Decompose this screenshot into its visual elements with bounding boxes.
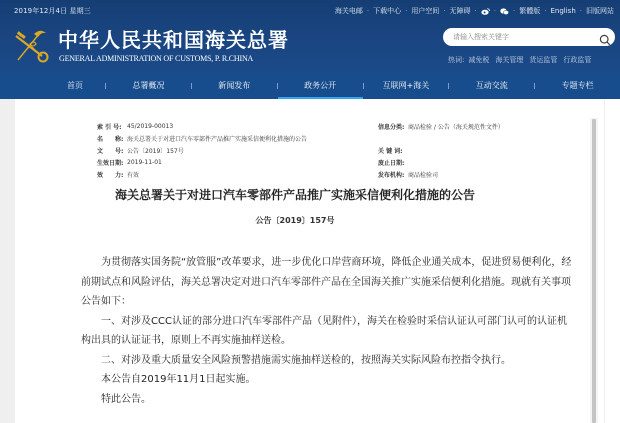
main-nav [0,72,620,99]
meta-row-name [97,132,307,144]
nav-item-overview[interactable]: 总署概况 [132,81,165,90]
meta-label: 文 号: [97,147,124,155]
nav-item-internet-customs[interactable]: 互联网+海关 [382,81,430,90]
hotword-link[interactable]: 减免税 [468,56,490,64]
meta-row-index [97,120,307,132]
link-english[interactable]: English [550,7,576,15]
meta-row-doc-number [97,144,307,156]
link-download-center[interactable]: 下载中心 [373,7,402,15]
body-paragraph: 为贯彻落实国务院“放管服”改革要求，进一步优化口岸营商环境，降低企业通关成本，促进贸易便利化，经前期试点和风险评估，海关总署决定对进口汽车零部件产品在全国海关推广实施采信便利化措施。现就有关事项公告如下： [81,257,572,307]
nav-item-home[interactable]: 首页 [67,81,84,90]
link-customs-mail[interactable]: 海关电邮 [334,7,363,15]
right-margin [604,99,620,423]
link-old-site[interactable]: 旧版网站 [586,7,614,15]
scrollbar-thumb[interactable] [592,119,596,423]
separator-dot: · [513,7,516,15]
hotword-link[interactable]: 行政监管 [563,56,592,64]
meta-label: 关 键 词: [378,147,403,155]
hot-keywords-label: 热词: [448,56,465,64]
meta-value: 商品检验 / 公告（海关规范性文件） [408,123,504,131]
meta-label: 生效日期: [97,159,124,167]
meta-value: 45/2019-00013 [127,122,174,130]
meta-label: 效 力: [97,171,124,179]
link-accessibility[interactable]: 无障碍 [449,7,471,15]
meta-row-category [378,120,504,132]
meta-label: 名 称: [97,135,124,143]
link-user-space[interactable]: 用户空间 [411,7,440,15]
search-input[interactable] [453,31,593,43]
wechat-icon[interactable] [500,8,509,15]
meta-row-blank [378,132,504,144]
document-title: 海关总署关于对进口汽车零部件产品推广实施采信便利化措施的公告 [114,188,475,202]
nav-item-interaction[interactable]: 互动交流 [475,81,508,90]
customs-emblem-logo-icon[interactable] [12,26,52,64]
meta-row-effective-date [97,156,307,168]
separator-dot: · [405,7,408,15]
meta-row-repeal-date [378,156,504,168]
hot-keywords [448,55,591,65]
site-title-english: GENERAL ADMINISTRATION OF CUSTOMS, P. R.CHINA [59,54,254,63]
search-box [443,28,615,46]
document-number: 公告〔2019〕157号 [255,216,335,225]
separator-dot: · [579,7,582,15]
meta-value: 商品检验司 [408,171,439,179]
nav-item-special-topics[interactable]: 专题专栏 [561,81,594,90]
meta-value: 2019-11-01 [127,158,162,166]
meta-row-issuer [378,168,504,180]
site-title-chinese[interactable]: 中华人民共和国海关总署 [58,28,289,52]
meta-label: 信息分类: [378,123,405,131]
search-icon[interactable] [599,31,611,43]
site-header [0,0,620,72]
link-traditional-chinese[interactable]: 繁體版 [519,7,541,15]
meta-value: 有效 [127,171,140,179]
meta-label: 发布机构: [378,171,405,179]
left-margin [0,99,15,423]
body-paragraph: 本公告自2019年11月1日起实施。 [101,374,256,385]
meta-label: 废止日期: [378,159,405,167]
hotword-link[interactable]: 货运监管 [529,56,558,64]
separator-dot: · [366,7,370,15]
document-metadata-right [378,120,504,180]
weibo-icon[interactable] [481,8,490,15]
current-date: 2019年12月4日 星期三 [14,7,91,15]
meta-label: 索 引 号: [97,123,122,131]
nav-item-news[interactable]: 新闻发布 [218,81,251,90]
meta-row-keywords [378,144,504,156]
separator-dot: · [544,7,547,15]
top-links-bar [335,6,614,16]
meta-value: 海关总署关于对进口汽车零部件产品推广实施采信便利化措施的公告 [127,135,308,143]
meta-value: 公告〔2019〕157号 [127,147,184,155]
body-paragraph: 二、对涉及重大质量安全风险预警措施需实施抽样送检的，按照海关实际风险布控指令执行。 [101,354,511,366]
separator-dot: · [493,7,497,15]
meta-row-validity [97,168,307,180]
document-metadata-left [97,120,307,180]
separator-dot: · [474,7,477,15]
nav-item-government-affairs[interactable]: 政务公开 [278,72,363,99]
hotword-link[interactable]: 海关管理 [495,56,524,64]
body-paragraph: 一、对涉及CCC认证的部分进口汽车零部件产品（见附件），海关在检验时采信认证认可部门认可的认证机构出具的认证证书，原则上不再实施抽样送检。 [81,315,567,346]
separator-dot: · [443,7,446,15]
body-paragraph: 特此公告。 [101,393,151,405]
document-body [81,253,573,409]
